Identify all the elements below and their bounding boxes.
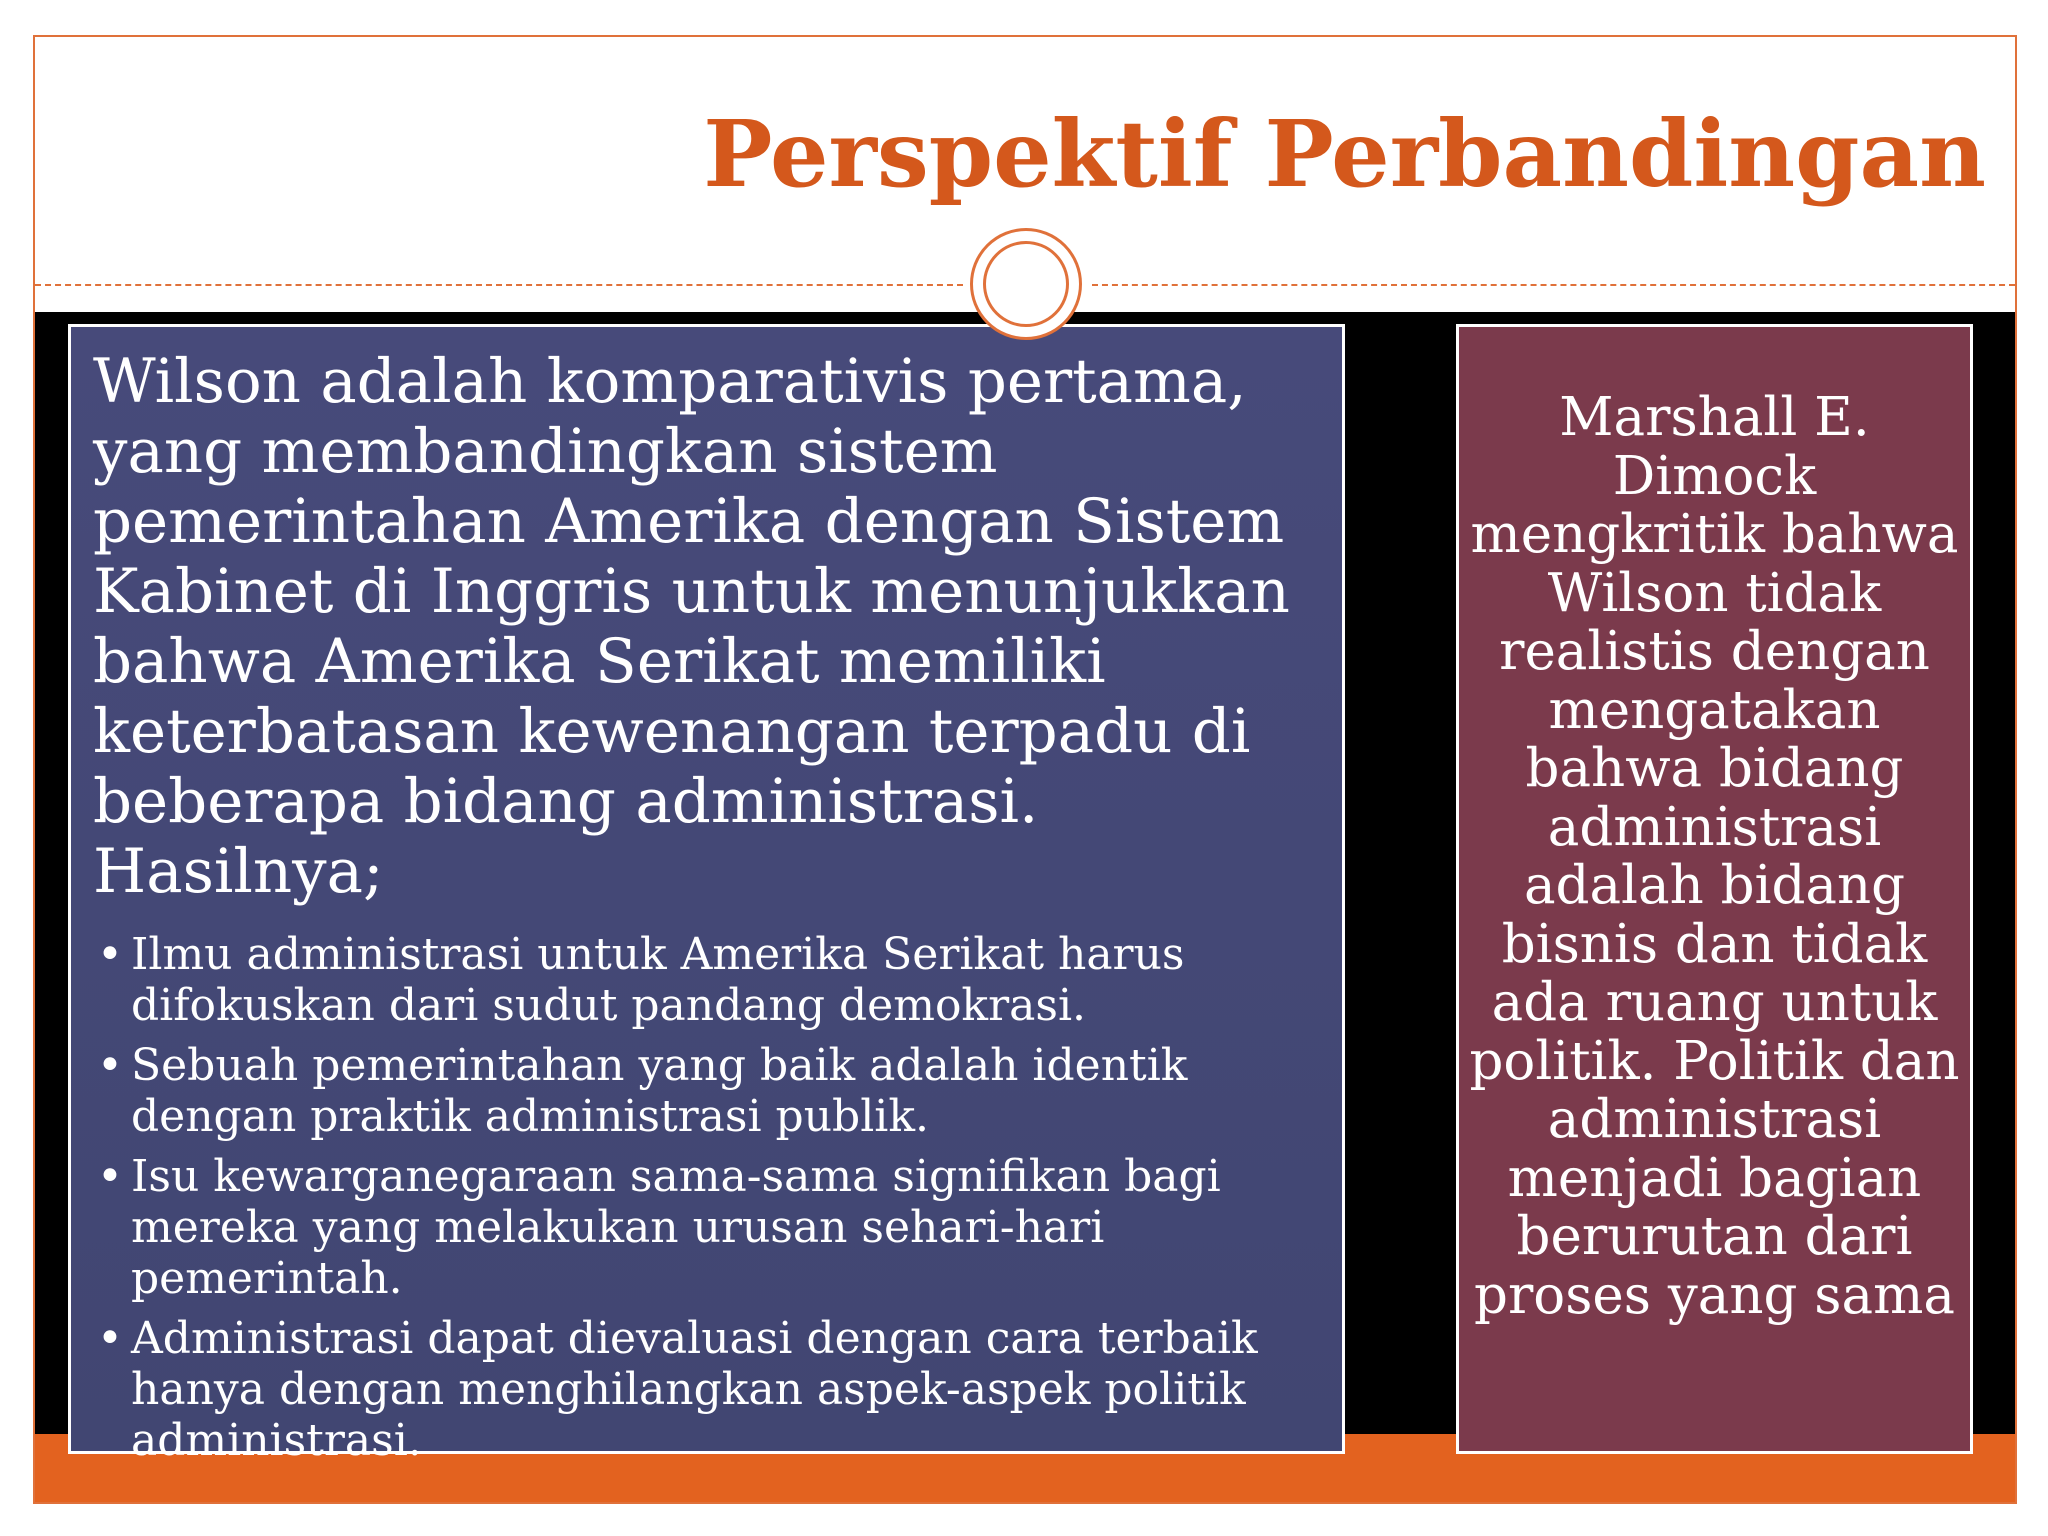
title-divider-left: [35, 284, 963, 286]
right-content-panel: [1456, 324, 1973, 1454]
intro-paragraph: Wilson adalah komparativis pertama, yang membandingkan sistem pemerintahan Amerika dengan Sistem Kabinet di Inggris untuk menunjukkan bahwa Amerika Serikat memiliki keterbatasan kewenangan terpadu di beberapa bidang administrasi. Hasilnya;: [93, 346, 1290, 907]
bullet-item: [93, 1040, 1322, 1142]
critique-text: Marshall E. Dimock mengkritik bahwa Wilson tidak realistis dengan mengatakan bahwa bidang administrasi adalah bidang bisnis dan tidak ada ruang untuk politik. Politik dan administrasi menjadi bagian berurutan dari proses yang sama: [1469, 387, 1960, 1326]
left-content-panel: [68, 324, 1345, 1466]
bullet-text: Sebuah pemerintahan yang baik adalah identik dengan praktik administrasi publik.: [131, 1040, 1188, 1142]
slide-title: Perspektif Perbandingan: [703, 100, 1986, 208]
bullet-text: Isu kewarganegaraan sama-sama signifikan bagi mereka yang melakukan urusan sehari-hari pemerintah.: [131, 1151, 1221, 1304]
title-divider-right: [1092, 284, 2015, 286]
circle-ornament-icon: [970, 228, 1082, 340]
bullet-list: [93, 929, 1322, 1466]
bullet-icon: •: [97, 1040, 123, 1091]
bullet-icon: •: [97, 929, 123, 980]
bullet-item: [93, 1151, 1322, 1304]
bullet-icon: •: [97, 1313, 123, 1364]
bullet-item: [93, 929, 1322, 1031]
bullet-text: Ilmu administrasi untuk Amerika Serikat harus difokuskan dari sudut pandang demokrasi.: [131, 929, 1185, 1031]
bullet-icon: •: [97, 1151, 123, 1202]
bullet-text: Administrasi dapat dievaluasi dengan cara terbaik hanya dengan menghilangkan aspek-aspek politik administrasi.: [131, 1313, 1258, 1466]
bullet-item: [93, 1313, 1322, 1466]
